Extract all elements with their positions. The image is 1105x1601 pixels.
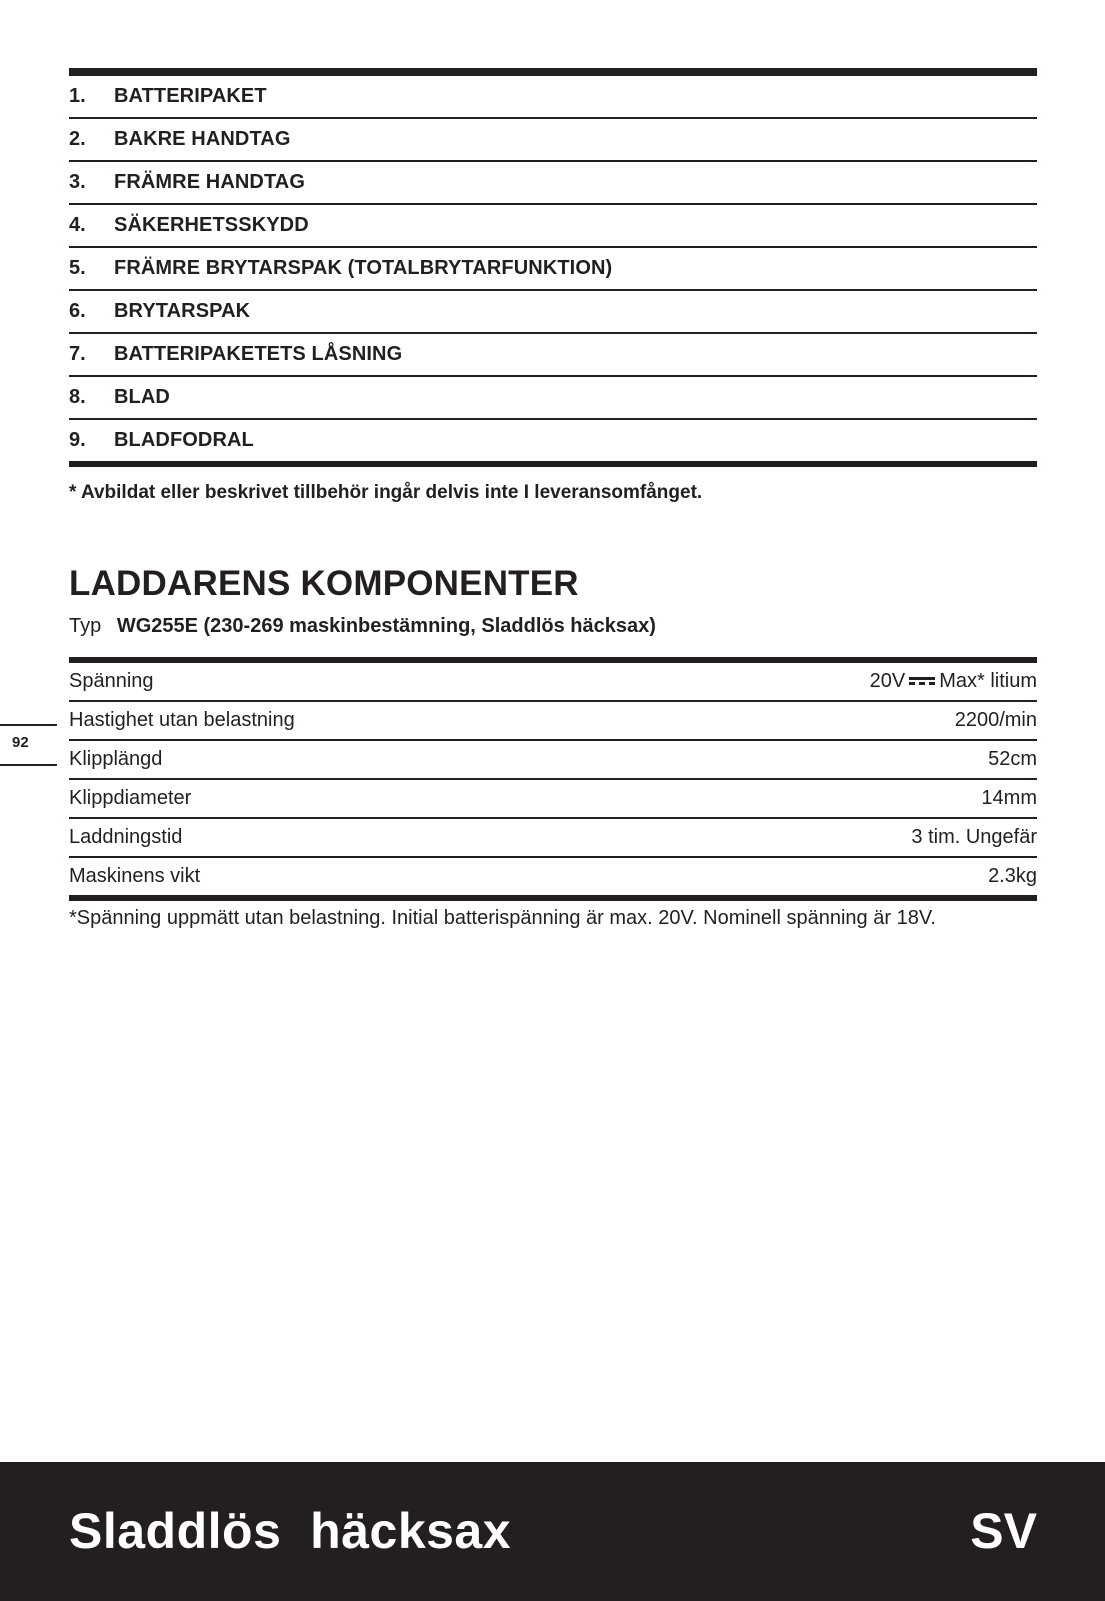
parts-list-item (69, 377, 1037, 420)
spec-row (69, 819, 1037, 858)
spec-value-prefix: 20V (869, 670, 906, 692)
parts-item-number: 3. (69, 171, 86, 193)
spec-value: 14mm (981, 787, 1037, 809)
parts-item-label: SÄKERHETSSKYDD (114, 214, 309, 236)
parts-list-item (69, 420, 1037, 461)
accessories-note: * Avbildat eller beskrivet tillbehör ingår delvis inte I leveransomfånget. (69, 482, 703, 503)
section-heading: LADDARENS KOMPONENTER (69, 564, 579, 603)
dc-symbol-icon (909, 676, 935, 686)
spec-value (870, 670, 1037, 693)
parts-item-label: FRÄMRE HANDTAG (114, 171, 306, 193)
parts-list-item (69, 76, 1037, 119)
parts-list-item (69, 162, 1037, 205)
spec-label: Klippdiameter (69, 787, 192, 809)
parts-item-number: 1. (69, 85, 86, 107)
type-value: WG255E (230-269 maskinbestämning, Sladdlös häcksax) (116, 615, 656, 637)
language-code: SV (970, 1503, 1037, 1559)
spec-value-text: Max* litium (939, 670, 1037, 692)
parts-item-label: FRÄMRE BRYTARSPAK (TOTALBRYTARFUNKTION) (114, 257, 613, 279)
spec-value: 3 tim. Ungefär (911, 826, 1037, 848)
specs-table (69, 657, 1037, 901)
parts-item-number: 7. (69, 343, 86, 365)
parts-item-label: BATTERIPAKETETS LÅSNING (114, 343, 403, 365)
spec-row (69, 702, 1037, 741)
parts-item-number: 8. (69, 386, 86, 408)
spec-label: Hastighet utan belastning (69, 709, 295, 731)
parts-list-item (69, 119, 1037, 162)
parts-item-number: 4. (69, 214, 86, 236)
voltage-note: *Spänning uppmätt utan belastning. Initial batterispänning är max. 20V. Nominell spänning är 18V. (69, 907, 936, 929)
spec-label: Spänning (69, 670, 154, 692)
parts-item-number: 2. (69, 128, 86, 150)
type-line (69, 615, 656, 638)
parts-item-number: 6. (69, 300, 86, 322)
spec-label: Maskinens vikt (69, 865, 201, 887)
spec-row (69, 741, 1037, 780)
spec-row (69, 780, 1037, 819)
spec-value: 2200/min (954, 709, 1037, 731)
parts-item-label: BRYTARSPAK (114, 300, 251, 322)
parts-item-label: BLADFODRAL (114, 429, 254, 451)
spec-label: Klipplängd (69, 748, 163, 770)
spec-label: Laddningstid (69, 826, 183, 848)
parts-item-label: BLAD (114, 386, 170, 408)
spec-row (69, 858, 1037, 895)
parts-item-number: 5. (69, 257, 86, 279)
spec-value: 2.3kg (988, 865, 1037, 887)
parts-list (69, 68, 1037, 467)
parts-item-label: BAKRE HANDTAG (114, 128, 291, 150)
page-number: 92 (12, 734, 29, 751)
parts-list-item (69, 334, 1037, 377)
parts-item-number: 9. (69, 429, 86, 451)
parts-item-label: BATTERIPAKET (114, 85, 267, 107)
parts-list-item (69, 205, 1037, 248)
spec-row (69, 663, 1037, 702)
parts-list-item (69, 248, 1037, 291)
type-label: Typ (69, 615, 102, 637)
parts-list-item (69, 291, 1037, 334)
footer-band (0, 1462, 1105, 1601)
footer-title: Sladdlös häcksax (69, 1503, 512, 1559)
spec-value: 52cm (988, 748, 1037, 770)
page-number-marker (0, 724, 57, 766)
